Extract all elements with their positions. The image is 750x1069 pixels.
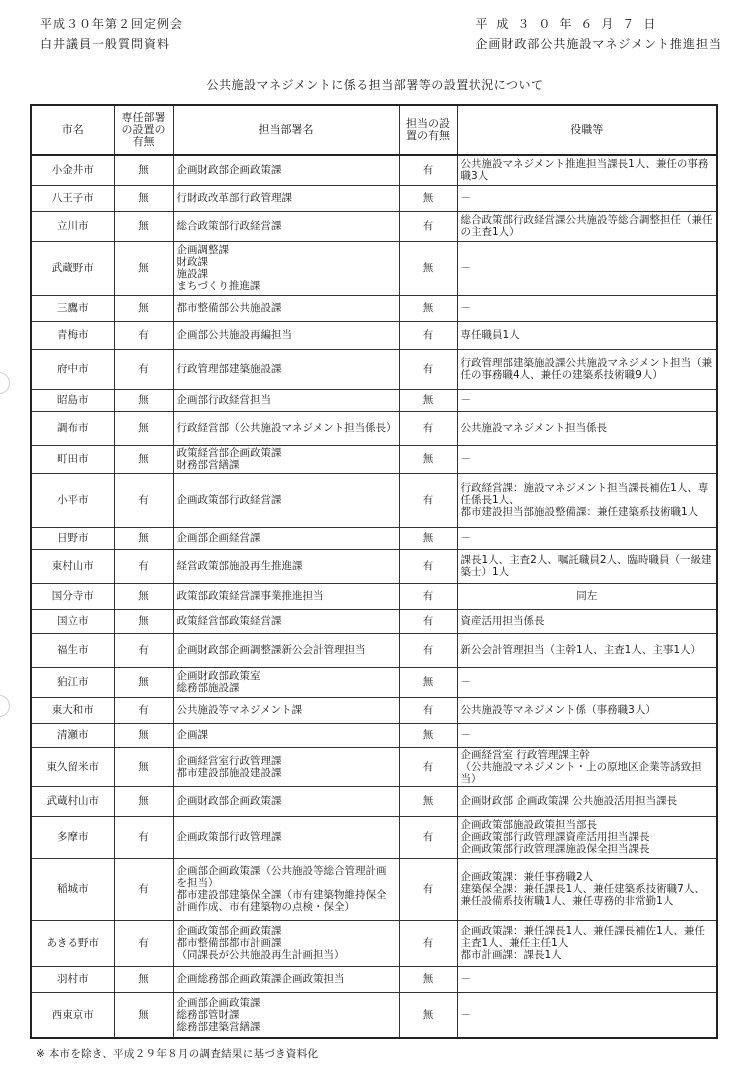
dedicated-unit-cell: 有 [114,473,173,527]
role-cell: － [457,445,717,473]
table-row [31,241,717,295]
dedicated-unit-cell: 有 [114,321,173,349]
dedicated-unit-cell: 無 [114,445,173,473]
department-cell: 企画部企画政策課 総務部管財課 総務部建築営繕課 [173,992,399,1038]
table-row [31,747,717,786]
role-cell: － [457,992,717,1038]
header-right [475,14,722,54]
dedicated-unit-cell: 無 [114,747,173,786]
city-cell: 狛江市 [31,667,114,697]
dedicated-unit-cell: 有 [114,633,173,667]
dedicated-unit-cell: 無 [114,609,173,633]
city-cell: 小平市 [31,473,114,527]
header-city: 市名 [31,105,114,155]
assigned-cell: 有 [399,633,457,667]
assigned-cell: 無 [399,389,457,411]
department-cell: 企画部企画政策課（公共施設等総合管理計画を担当） 都市建設部建築保全課（市有建築物維持保全計画作成、市有建築物の点検・保全） [173,858,399,920]
city-cell: 調布市 [31,411,114,445]
assigned-cell: 無 [399,786,457,816]
dedicated-unit-cell: 無 [114,723,173,747]
department-cell: 政策経営部企画政策課 財務部営繕課 [173,445,399,473]
role-cell: 専任職員1人 [457,321,717,349]
department-cell: 企画課 [173,723,399,747]
issuing-department: 企画財政部公共施設マネジメント推進担当 [475,37,722,51]
city-cell: 稲城市 [31,858,114,920]
city-cell: 立川市 [31,211,114,241]
dedicated-unit-cell: 無 [114,966,173,992]
city-cell: 武蔵野市 [31,241,114,295]
department-cell: 企画部行政経営担当 [173,389,399,411]
document-date: 平成３０年６月７日 [475,17,665,31]
city-cell: 小金井市 [31,155,114,185]
header-left [40,14,183,54]
department-cell: 企画政策部行政経営課 [173,473,399,527]
assigned-cell: 有 [399,920,457,966]
header-role: 役職等 [457,105,717,155]
city-cell: 国立市 [31,609,114,633]
table-row [31,816,717,858]
city-cell: 羽村市 [31,966,114,992]
role-cell: 行政経営課：施設マネジメント担当課長補佐1人、専任係長1人、 都市建設担当部施設整備課：兼任建築系技術職1人 [457,473,717,527]
role-cell: － [457,667,717,697]
department-cell: 企画政策部企画政策課 都市整備部都市計画課 （同課長が公共施設再生計画担当） [173,920,399,966]
assigned-cell: 有 [399,747,457,786]
dedicated-unit-cell: 無 [114,389,173,411]
status-table [30,104,718,1039]
role-cell: － [457,241,717,295]
meeting-name: 平成３０年第２回定例会 [40,17,184,31]
city-cell: 三鷹市 [31,295,114,321]
role-cell: － [457,966,717,992]
assigned-cell: 有 [399,697,457,723]
table-row [31,786,717,816]
department-cell: 企画財政部企画政策課 [173,155,399,185]
role-cell: 同左 [457,583,717,609]
table-row [31,697,717,723]
department-cell: 企画財政部政策室 総務部施設課 [173,667,399,697]
department-cell: 企画財政部企画政策課 [173,786,399,816]
assigned-cell: 無 [399,241,457,295]
city-cell: 武蔵村山市 [31,786,114,816]
role-cell: 企画政策課：兼任課長1人、兼任課長補佐1人、兼任主査1人、兼任主任1人 都市計画課：課長1人 [457,920,717,966]
assigned-cell: 有 [399,349,457,389]
assigned-cell: 無 [399,966,457,992]
assigned-cell: 有 [399,858,457,920]
table-row [31,185,717,211]
role-cell: 企画経営室 行政管理課主幹 （公共施設マネジメント・上の原地区企業等誘致担当） [457,747,717,786]
document-title: 公共施設マネジメントに係る担当部署等の設置状況について [206,78,544,92]
role-cell: － [457,527,717,549]
assigned-cell: 無 [399,527,457,549]
table-row [31,321,717,349]
department-cell: 企画部公共施設再編担当 [173,321,399,349]
dedicated-unit-cell: 無 [114,583,173,609]
assigned-cell: 有 [399,609,457,633]
city-cell: 昭島市 [31,389,114,411]
role-cell: 公共施設等マネジメント係（事務職3人） [457,697,717,723]
assigned-cell: 無 [399,723,457,747]
role-cell: 新公会計管理担当（主幹1人、主査1人、主事1人） [457,633,717,667]
department-cell: 行財政改革部行政管理課 [173,185,399,211]
role-cell: 行政管理部建築施設課公共施設マネジメント担当（兼任の事務職4人、兼任の建築系技術職9人） [457,349,717,389]
department-cell: 企画政策部行政管理課 [173,816,399,858]
role-cell: － [457,185,717,211]
table-row [31,411,717,445]
role-cell: 公共施設マネジメント担当係長 [457,411,717,445]
department-cell: 総合政策部行政経営課 [173,211,399,241]
dedicated-unit-cell: 有 [114,858,173,920]
city-cell: あきる野市 [31,920,114,966]
city-cell: 青梅市 [31,321,114,349]
assigned-cell: 無 [399,185,457,211]
dedicated-unit-cell: 無 [114,155,173,185]
role-cell: 課長1人、主査2人、嘱託職員2人、臨時職員（一級建築士）1人 [457,549,717,583]
assigned-cell: 無 [399,445,457,473]
footnote: ※ 本市を除き、平成２９年８月の調査結果に基づき資料化 [36,1048,319,1060]
department-cell: 企画総務部企画政策課企画政策担当 [173,966,399,992]
table-header-row [31,105,717,155]
table-row [31,155,717,185]
dedicated-unit-cell: 有 [114,549,173,583]
city-cell: 町田市 [31,445,114,473]
dedicated-unit-cell: 無 [114,527,173,549]
assigned-cell: 無 [399,295,457,321]
city-cell: 東久留米市 [31,747,114,786]
assigned-cell: 有 [399,155,457,185]
table-row [31,992,717,1038]
city-cell: 東大和市 [31,697,114,723]
role-cell: 総合政策部行政経営課公共施設等総合調整担任（兼任の主査1人） [457,211,717,241]
department-cell: 企画部企画経営課 [173,527,399,549]
department-cell: 企画調整課 財政課 施設課 まちづくり推進課 [173,241,399,295]
header-department: 担当部署名 [173,105,399,155]
table-row [31,473,717,527]
assigned-cell: 有 [399,411,457,445]
dedicated-unit-cell: 無 [114,411,173,445]
table-row [31,389,717,411]
header-dedicated-unit: 専任部署の設置の有無 [114,105,173,155]
role-cell: － [457,295,717,321]
city-cell: 府中市 [31,349,114,389]
table-row [31,858,717,920]
role-cell: － [457,389,717,411]
assigned-cell: 有 [399,583,457,609]
department-cell: 企画財政部企画調整課新公会計管理担当 [173,633,399,667]
assigned-cell: 無 [399,667,457,697]
header-assigned: 担当の設置の有無 [399,105,457,155]
dedicated-unit-cell: 無 [114,295,173,321]
table-row [31,211,717,241]
table-row [31,527,717,549]
assigned-cell: 有 [399,473,457,527]
city-cell: 福生市 [31,633,114,667]
department-cell: 都市整備部公共施設課 [173,295,399,321]
city-cell: 東村山市 [31,549,114,583]
dedicated-unit-cell: 無 [114,667,173,697]
table-body [31,155,717,1038]
city-cell: 西東京市 [31,992,114,1038]
dedicated-unit-cell: 有 [114,816,173,858]
dedicated-unit-cell: 無 [114,211,173,241]
material-name: 白井議員一般質問資料 [40,37,171,51]
dedicated-unit-cell: 無 [114,992,173,1038]
dedicated-unit-cell: 無 [114,185,173,211]
city-cell: 清瀬市 [31,723,114,747]
role-cell: 企画政策課：兼任事務職2人 建築保全課：兼任課長1人、兼任建築系技術職7人、兼任設備系技術職1人、兼任専務的非常勤1人 [457,858,717,920]
department-cell: 政策経営部政策経営課 [173,609,399,633]
table-row [31,445,717,473]
assigned-cell: 無 [399,992,457,1038]
table-row [31,920,717,966]
table-row [31,549,717,583]
table-row [31,667,717,697]
assigned-cell: 有 [399,549,457,583]
role-cell: 企画財政部 企画政策課 公共施設活用担当課長 [457,786,717,816]
department-cell: 行政管理部建築施設課 [173,349,399,389]
assigned-cell: 有 [399,211,457,241]
dedicated-unit-cell: 無 [114,786,173,816]
role-cell: － [457,723,717,747]
table-row [31,723,717,747]
city-cell: 日野市 [31,527,114,549]
table-row [31,966,717,992]
table-row [31,295,717,321]
dedicated-unit-cell: 無 [114,241,173,295]
table-row [31,583,717,609]
punch-hole [0,695,10,717]
table-row [31,609,717,633]
role-cell: 資産活用担当係長 [457,609,717,633]
department-cell: 公共施設等マネジメント課 [173,697,399,723]
department-cell: 行政経営部（公共施設マネジメント担当係長） [173,411,399,445]
dedicated-unit-cell: 有 [114,920,173,966]
assigned-cell: 有 [399,816,457,858]
dedicated-unit-cell: 有 [114,697,173,723]
dedicated-unit-cell: 有 [114,349,173,389]
assigned-cell: 有 [399,321,457,349]
role-cell: 企画政策部施設政策担当部長 企画政策部行政管理課資産活用担当課長 企画政策部行政管理課施設保全担当課長 [457,816,717,858]
city-cell: 多摩市 [31,816,114,858]
table-row [31,349,717,389]
department-cell: 企画経営室行政管理課 都市建設部施設建設課 [173,747,399,786]
city-cell: 八王子市 [31,185,114,211]
table-row [31,633,717,667]
department-cell: 経営政策部施設再生推進課 [173,549,399,583]
city-cell: 国分寺市 [31,583,114,609]
role-cell: 公共施設マネジメント推進担当課長1人、兼任の事務職3人 [457,155,717,185]
department-cell: 政策部政策経営課事業推進担当 [173,583,399,609]
punch-hole [0,372,10,394]
